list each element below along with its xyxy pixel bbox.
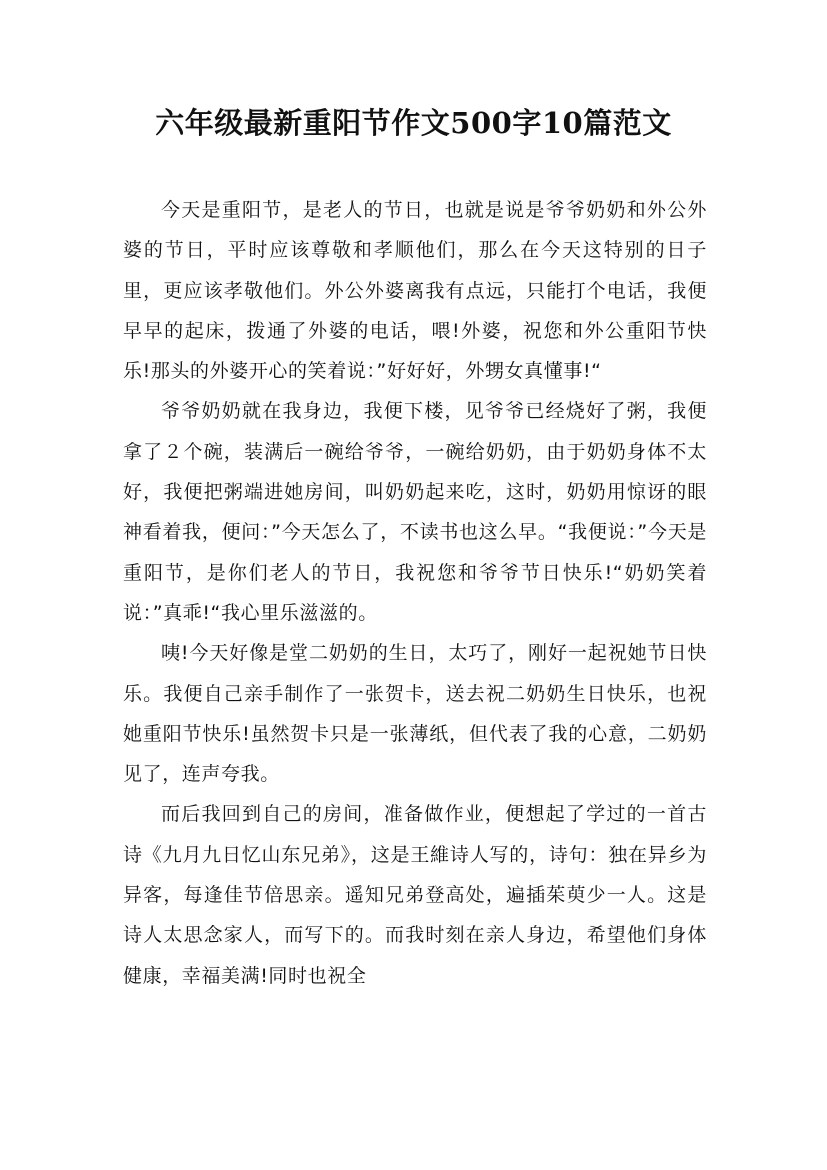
paragraph: 爷爷奶奶就在我身边，我便下楼，见爷爷已经烧好了粥，我便拿了２个碗，装满后一碗给爷爷，一碗给奶奶，由于奶奶身体不太好，我便把粥端进她房间，叫奶奶起来吃，这时，奶奶用惊讶的眼神看着我，便问：”今天怎么了，不读书也这么早。“我便说：”今天是重阳节，是你们老人的节日，我祝您和爷爷节日快乐!“奶奶笑着说：”真乖!“我心里乐滋滋的。 [123,400,707,624]
paragraph: 而后我回到自己的房间，准备做作业，便想起了学过的一首古诗《九月九日忆山东兄弟》，这是王維诗人写的，诗句：独在异乡为异客，每逢佳节倍思亲。遥知兄弟登高处，遍插茱萸少一人。这是诗人太思念家人，而写下的。而我时刻在亲人身边，希望他们身体健康，幸福美满!同时也祝全 [123,803,707,987]
paragraph: 咦!今天好像是堂二奶奶的生日，太巧了，刚好一起祝她节日快乐。我便自己亲手制作了一张贺卡，送去祝二奶奶生日快乐，也祝她重阳节快乐!虽然贺卡只是一张薄纸，但代表了我的心意，二奶奶见了，连声夸我。 [123,642,707,786]
paragraph: 今天是重阳节，是老人的节日，也就是说是爷爷奶奶和外公外婆的节日，平时应该尊敬和孝顺他们，那么在今天这特别的日子里，更应该孝敬他们。外公外婆离我有点远，只能打个电话，我便早早的起床，拨通了外婆的电话，喂!外婆，祝您和外公重阳节快乐!那头的外婆开心的笑着说：”好好好，外甥女真懂事!“ [123,199,707,383]
document-body [123,190,707,996]
document-title: 六年级最新重阳节作文500字10篇范文 [155,106,672,140]
